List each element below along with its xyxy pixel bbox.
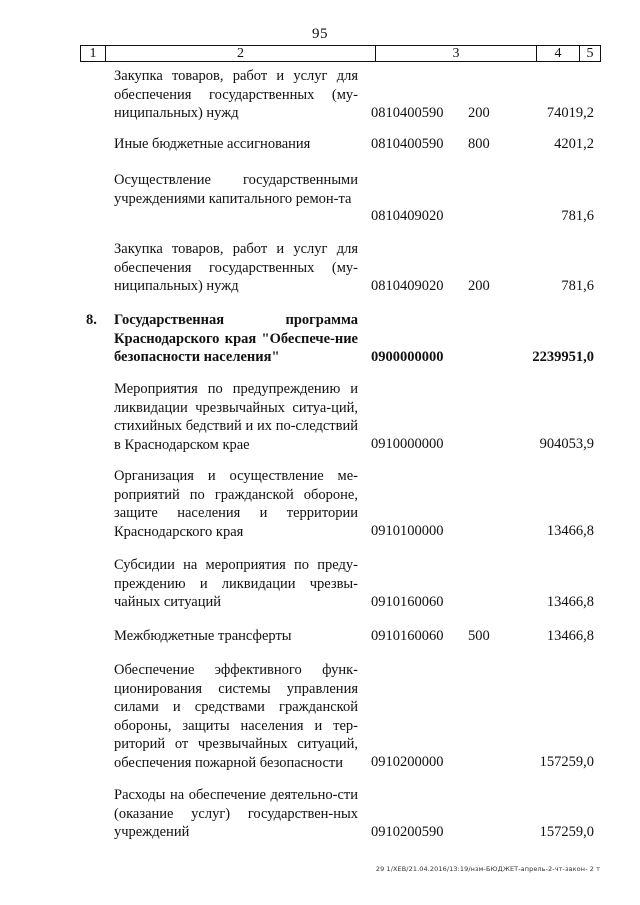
table-row [0, 67, 640, 123]
row-amount: 157259,0 [539, 754, 594, 770]
table-row [0, 380, 640, 454]
table-row [0, 627, 640, 647]
row-code: 0810400590 [371, 136, 444, 152]
header-col-1: 1 [81, 46, 106, 61]
row-description: Закупка товаров, работ и услуг для обеспечения государственных (му-ниципальных) нужд [114, 68, 358, 121]
row-code: 0810409020 [371, 278, 444, 294]
row-description: Закупка товаров, работ и услуг для обеспечения государственных (му-ниципальных) нужд [114, 241, 358, 294]
row-description: Организация и осуществление ме-роприятий по гражданской обороне, защите населения и территории Краснодарского края [114, 468, 358, 540]
header-col-3: 3 [376, 46, 537, 61]
row-description: Субсидии на мероприятия по преду-преждению и ликвидации чрезвы-чайных ситуаций [114, 557, 358, 610]
table-row [0, 556, 640, 612]
row-amount: 904053,9 [539, 436, 594, 452]
row-amount: 781,6 [561, 278, 594, 294]
row-description: Иные бюджетные ассигнования [114, 136, 311, 152]
row-description: Обеспечение эффективного функ-ционирования системы управления силами и средствами гражданской обороны, защиты населения и тер-риторий от чрезвычайных ситуаций, обеспечения пожарной безопасности [114, 662, 358, 771]
row-code: 0810409020 [371, 208, 444, 224]
row-amount: 781,6 [561, 208, 594, 224]
header-col-2: 2 [106, 46, 376, 61]
row-code: 0810400590 [371, 105, 444, 121]
table-row [0, 171, 640, 227]
row-code: 0910160060 [371, 628, 444, 644]
row-code: 0900000000 [371, 349, 444, 365]
table-row [0, 467, 640, 541]
row-amount: 4201,2 [554, 136, 594, 152]
row-description: Осуществление государственными учреждениями капитального ремон-та [114, 172, 358, 207]
row-code: 0910200590 [371, 824, 444, 840]
row-amount: 74019,2 [546, 105, 594, 121]
row-amount: 13466,8 [546, 523, 594, 539]
header-col-5: 5 [586, 45, 594, 61]
row-code: 0910160060 [371, 594, 444, 610]
row-amount: 13466,8 [546, 594, 594, 610]
row-description: Мероприятия по предупреждению и ликвидации чрезвычайных ситуа-ций, стихийных бедствий и их по-следствий в Краснодарском крае [114, 381, 358, 453]
row-code: 0910200000 [371, 754, 444, 770]
row-expense-type: 500 [468, 628, 490, 644]
row-expense-type: 200 [468, 278, 490, 294]
table-row-program [0, 311, 640, 367]
table-row [0, 661, 640, 773]
footer-file-stamp: 29 1/ХЕВ/21.04.2016/13:19/нзм-БЮДЖЕТ-апрель-2-чт-закон- 2 т [375, 865, 600, 873]
table-header [80, 45, 601, 62]
row-expense-type: 800 [468, 136, 490, 152]
row-number: 8. [86, 312, 97, 328]
page-number: 95 [312, 26, 328, 42]
table-row [0, 786, 640, 842]
table-row [0, 240, 640, 296]
row-amount: 13466,8 [546, 628, 594, 644]
table-row [0, 135, 640, 155]
row-description: Расходы на обеспечение деятельно-сти (оказание услуг) государствен-ных учреждений [114, 787, 358, 840]
header-col-4: 4 [537, 46, 580, 61]
row-code: 0910000000 [371, 436, 444, 452]
row-amount: 2239951,0 [532, 349, 594, 365]
row-description: Межбюджетные трансферты [114, 628, 292, 644]
row-expense-type: 200 [468, 105, 490, 121]
row-description: Государственная программа Краснодарского края "Обеспече-ние безопасности населения" [114, 312, 358, 365]
row-code: 0910100000 [371, 523, 444, 539]
row-amount: 157259,0 [539, 824, 594, 840]
